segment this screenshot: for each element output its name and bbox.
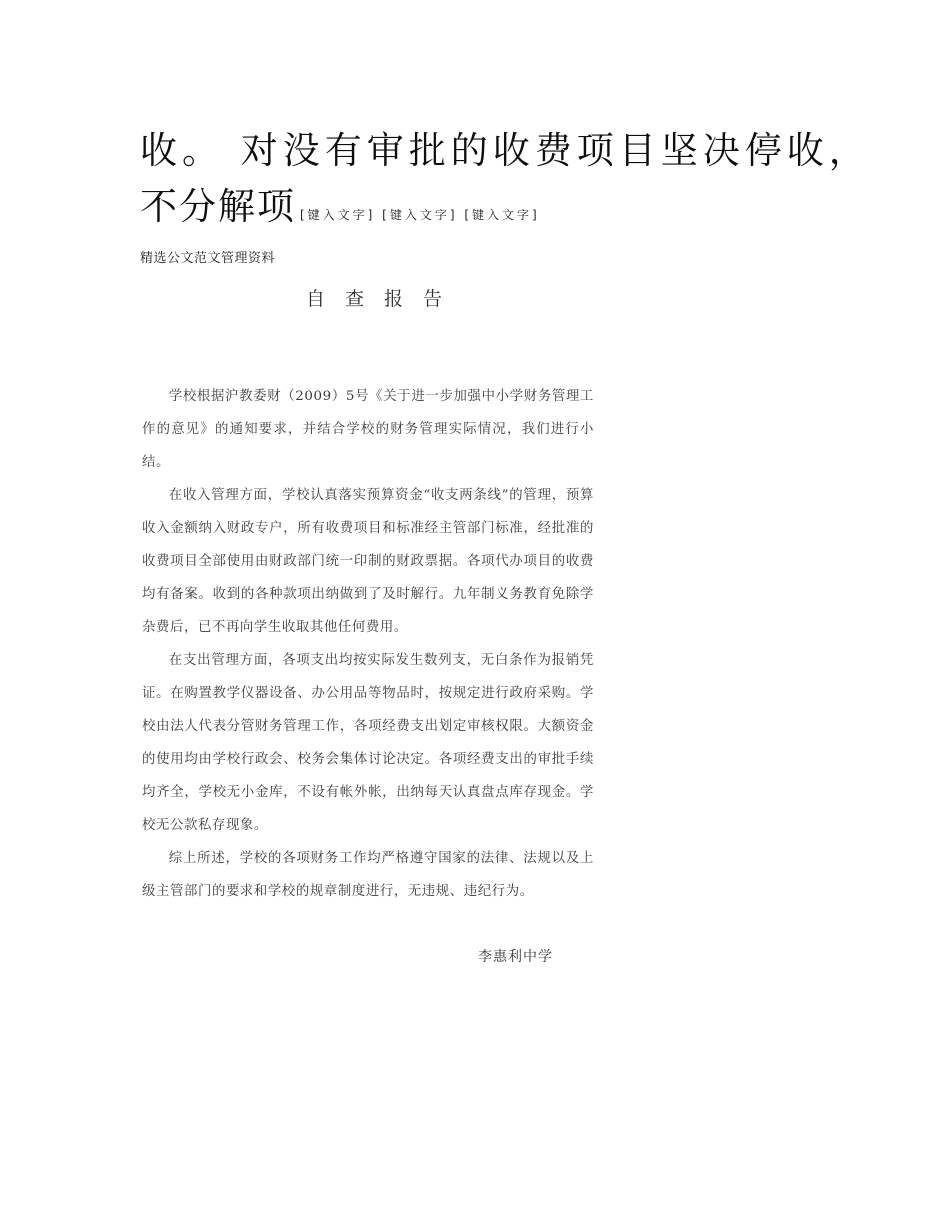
heading-line-2 <box>140 182 920 240</box>
report-paragraph-3: 在支出管理方面，各项支出均按实际发生数列支，无白条作为报销凭证。在购置教学仪器设备、办公用品等物品时，按规定进行政府采购。学校由法人代表分管财务管理工作，各项经费支出划定审核权限。大额资金的使用均由学校行政会、校务会集体讨论决定。各项经费支出的审批手续均齐全，学校无小金库，不设有帐外帐，出纳每天认真盘点库存现金。学校无公款私存现象。 <box>142 653 594 833</box>
header-placeholders: [键入文字] [键入文字] [键入文字] <box>300 208 540 222</box>
report-body <box>142 380 594 908</box>
report-paragraph-1: 学校根据沪教委财（2009）5号《关于进一步加强中小学财务管理工作的意见》的通知要求，并结合学校的财务管理实际情况，我们进行小结。 <box>142 389 594 470</box>
scanned-report <box>140 278 610 998</box>
report-title: 自查报告 <box>305 288 462 310</box>
report-signature: 李惠利中学 <box>478 949 553 965</box>
header-note: 精选公文范文管理资料 <box>140 251 276 266</box>
report-paragraph-2: 在收入管理方面，学校认真落实预算资金“收支两条线”的管理，预算收入金额纳入财政专户，所有收费项目和标准经主管部门标准，经批准的收费项目全部使用由财政部门统一印制的财政票据。各项代办项目的收费均有备案。收到的各种款项出纳做到了及时解行。九年制义务教育免除学杂费后，已不再向学生收取其他任何费用。 <box>142 488 594 635</box>
report-paragraph-4: 综上所述，学校的各项财务工作均严格遵守国家的法律、法规以及上级主管部门的要求和学校的规章制度进行，无违规、违纪行为。 <box>142 851 594 899</box>
heading-line-1: 收。 对没有审批的收费项目坚决停收， <box>140 129 871 172</box>
heading-line-2-text: 不分解项 <box>140 185 296 228</box>
